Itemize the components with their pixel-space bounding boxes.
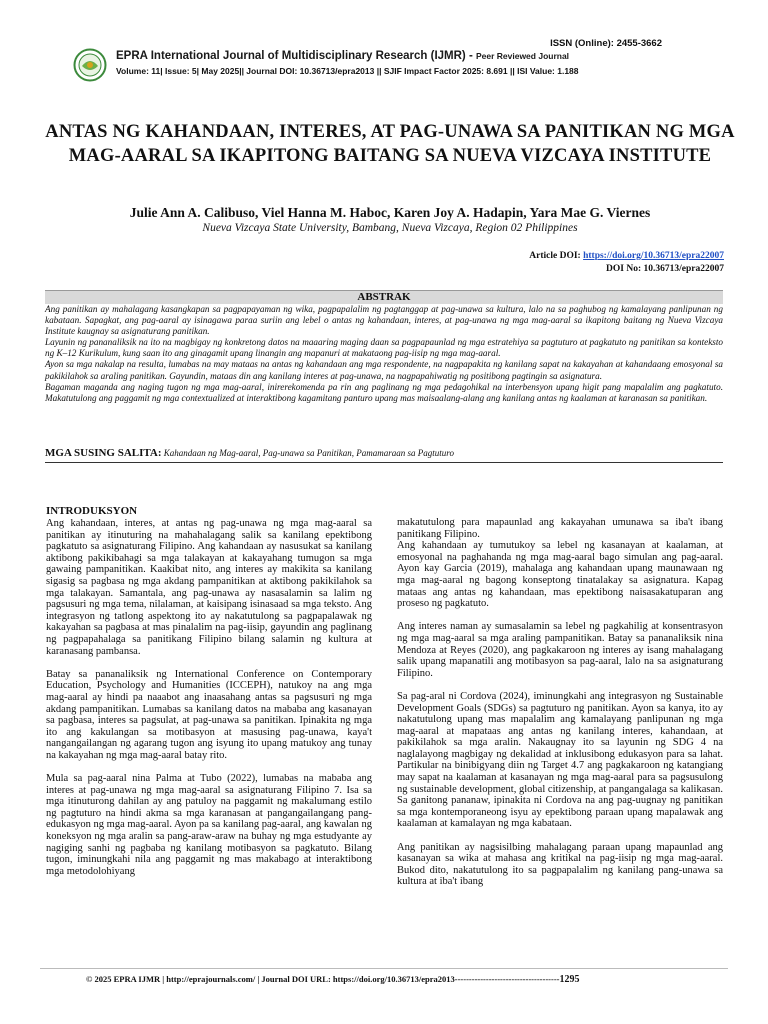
article-doi xyxy=(529,251,724,261)
body-paragraph: Mula sa pag-aaral nina Palma at Tubo (2022), lumabas na mababa ang interes at pag-unawa ng mga mag-aaral sa asignaturang Filipino 7. Isa sa mga itinuturong dahilan ay ang patuloy na paggamit ng makalumang estilo ng pagtuturo na hindi akma sa mga karanasan at pangangailangang pang-edukasyon ng mga mag-aaral. Ayon pa sa kanilang pag-aaral, ang kawalan ng koneksyon ng mga aralin sa pang-araw-araw na buhay ng mga estudyante ay nagiging sanhi ng pagbaba ng kanilang motibasyon sa pagkatuto. Bilang tugon, iminungkahi nila ang paggamit ng mas makabago at interaktibong mga metodolohiyang xyxy=(46,773,372,877)
journal-name: EPRA International Journal of Multidisciplinary Research (IJMR) - xyxy=(116,50,476,62)
abstract-paragraph: Ang panitikan ay mahalagang kasangkapan sa pagpapayaman ng wika, pagpapalalim ng pagtanggap at pag-unawa sa kultura, lalo na sa paghubog ng kamalayang panlipunan ng kabataan. Sapagkat, ang pag-aaral ay isinagawa paraa suriin ang lebel o antas ng kahandaan, interes, at pag-unawa ng mga mag-aaral sa ikapitong baitang ng Nueva Vizcaya Institute kaugnay sa asignaturang panitikan. xyxy=(45,304,723,337)
affiliation: Nueva Vizcaya State University, Bambang, Nueva Vizcaya, Region 02 Philippines xyxy=(202,222,578,234)
keywords-divider xyxy=(45,462,723,463)
left-column xyxy=(46,518,372,889)
doi-number: DOI No: 10.36713/epra22007 xyxy=(606,264,724,274)
page-footer xyxy=(86,974,579,985)
abstract-paragraph: Bagaman maganda ang naging tugon ng mga mag-aaral, inirerekomenda pa rin ang paglinang ng mga pedagohikal na interbensyon upang higit pang mapalalim ang pagkatuto. Makatutulong ang paggamit ng mga contextualized at interaktibong kagamitang panturo upang mas maisaalang-alang ang kanilang antas ng kaalaman at karanasan sa panitikan. xyxy=(45,381,723,403)
article-title: ANTAS NG KAHANDAAN, INTERES, AT PAG-UNAWA SA PANITIKAN NG MGA MAG-AARAL SA IKAPITONG BAITANG SA NUEVA VIZCAYA INSTITUTE xyxy=(45,122,735,166)
section-heading: INTRODUKSYON xyxy=(46,505,138,517)
doi-link[interactable]: https://doi.org/10.36713/epra22007 xyxy=(583,251,724,261)
page-number: 1295 xyxy=(559,974,580,985)
footer-copyright: © 2025 EPRA IJMR | http://eprajournals.com/ | Journal DOI URL: https://doi.org/10.36713/epra2013 xyxy=(86,974,455,984)
abstract-body xyxy=(45,304,723,404)
journal-details: Volume: 11| Issue: 5| May 2025|| Journal DOI: 10.36713/epra2013 || SJIF Impact Factor 2025: 8.691 || ISI Value: 1.188 xyxy=(116,66,579,76)
abstract-paragraph: Ayon sa mga nakalap na resulta, lumabas na may mataas na antas ng kahandaan ang mga respondente, na nagpapakita ng kanilang sapat na kakayahan at kahandaang emosyonal sa pakikilahok sa araling panitikan. Gayundin, mataas din ang kanilang interes at pag-unawa, na nagpapahiwatig ng positibong pagtingin sa asignatura. xyxy=(45,359,723,381)
body-paragraph: Sa pag-aral ni Cordova (2024), iminungkahi ang integrasyon ng Sustainable Development Goals (SDGs) sa pagtuturo ng panitikan. Ayon sa kanya, ito ay nakatutulong upang mas mapalalim ang kamalayang panlipunan ng mga mag-aaral at mapataas ang antas ng kanilang interes, kahandaan, at pakikilahok sa mga aralin. Nakaugnay ito sa layunin ng SDG 4 na naglalayong magbigay ng dekalidad at inklusibong edukasyon para sa lahat. Partikular na binibigyang diin ng Target 4.7 ang pagkakaroon ng katangiang may sapat na kaalaman at kasanayan ng mga mag-aaral para sa pagsusulong ng sustainable development, global citizenship, at pangangalaga sa kalikasan. Sa ganitong pananaw, ipinakita ni Cordova na ang pag-uugnay ng panitikan sa mga kontemporaneong isyu ay epektibong paraan upang mapalawak ang kaalaman at kamalayan ng mga kabataan. xyxy=(397,690,723,830)
right-column xyxy=(397,517,723,900)
body-paragraph: Ang interes naman ay sumasalamin sa lebel ng pagkahilig at konsentrasyon ng mga mag-aaral sa mga araling pampanitikan. Batay sa pananaliksik nina Mendoza at Reyes (2020), ang pagkakaroon ng interes ay isang mahalagang salik upang mapanatili ang motibasyon sa pag-aaral, lalo na sa asignaturang Filipino. xyxy=(397,621,723,679)
peer-reviewed-label: Peer Reviewed Journal xyxy=(475,51,570,61)
body-paragraph: Ang panitikan ay nagsisilbing mahalagang paraan upang mapaunlad ang kasanayan sa wika at mahasa ang kritikal na pag-iisip ng mga mag-aaral. Bukod dito, nakatutulong ito sa pagpapalalim ng kanilang pang-unawa sa kultura at iba't ibang xyxy=(397,841,723,888)
keywords-list: Kahandaan ng Mag-aaral, Pag-unawa sa Panitikan, Pamamaraan sa Pagtuturo xyxy=(161,448,454,458)
keywords-label: MGA SUSING SALITA: xyxy=(45,447,162,459)
body-paragraph: Ang kahandaan, interes, at antas ng pag-unawa ng mga mag-aaral sa panitikan ay itinuturing na mahahalagang salik sa kanilang epektibong pagkatuto sa asignaturang Filipino. Ang kahandaan ay nasusukat sa kanilang aktibong pakikibahagi sa mga talakayan at kakayahang tumugon sa mga gawaing pampanitikan. Kaakibat nito, ang interes ay makikita sa kanilang sigasig sa pagbasa ng mga akdang pampanitikan at aktibong pakikilahok sa mga talakayan. Samantala, ang pag-unawa ay nasasalamin sa lalim ng pagsusuri ng mga tema, nilalaman, at kaisipang isinasaad sa mga teksto. Ang integrasyon ng tatlong aspektong ito ay nakatutulong sa pagpapalawak ng kakayahan sa pagbasa at mas pinalalim na pag-iisip, gayundin ang paglinang ng pagpapahalaga sa panitikang Filipino bilang salamin ng kultura at karanasang pambansa. xyxy=(46,518,372,657)
keywords xyxy=(45,447,723,459)
journal-title xyxy=(116,50,569,62)
abstract-paragraph: Layunin ng pananaliksik na ito na magbigay ng konkretong datos na maaaring maging daan sa pagpapaunlad ng mga estratehiya sa pagtuturo at pagkatuto ng panitikan sa konteksto ng K–12 Kurikulum, kung saan ito ang ginagamit upang linangin ang mapanuri at makataong pag-iisip ng mga mag-aaral. xyxy=(45,337,723,359)
abstract-heading: ABSTRAK xyxy=(45,290,723,304)
body-paragraph: Batay sa pananaliksik ng International Conference on Contemporary Education, Psychology and Humanities (ICCEPH), natukoy na ang mga mag-aaral ay hindi pa naaabot ang inaasahang antas sa pagsusuri ng mga akdang pampanitikan. Lumabas sa kanilang datos na mababa ang kasanayan sa pagbasa, interes sa pagsulat, at pag-unawa sa panitikan. Ipinakita ng mga ito ang kakulangan sa motibasyon at masusing pag-unawa, kaya't nangangailangan ng agarang tugon ang isyung ito upang matukoy ang tunay na kakayahan ng mga mag-aaral batay rito. xyxy=(46,668,372,761)
epra-logo-icon xyxy=(73,48,107,82)
author-list: Julie Ann A. Calibuso, Viel Hanna M. Haboc, Karen Joy A. Hadapin, Yara Mae G. Viernes xyxy=(129,205,651,220)
footer-divider xyxy=(40,968,728,969)
doi-label: Article DOI: xyxy=(529,251,584,261)
issn-label: ISSN (Online): 2455-3662 xyxy=(550,38,662,49)
body-paragraph: makatutulong para mapaunlad ang kakayahan umunawa sa iba't ibang panitikang Filipino. Ang kahandaan ay tumutukoy sa lebel ng kasanayan at kaalaman, at emosyonal na paghahanda ng mga mag-aaral bago simulan ang pag-aaral. Ayon kay Garcia (2019), mahalaga ang kahandaan upang maunawaan ng mga mag-aaral ng bagong konseptong tinatalakay sa asignatura. Kapag mataas ang antas ng kahandaan, mas epektibong naisasakatuparan ang proseso ng pagkatuto. xyxy=(397,517,723,610)
footer-dashes: ------------------------------------- xyxy=(454,974,560,984)
